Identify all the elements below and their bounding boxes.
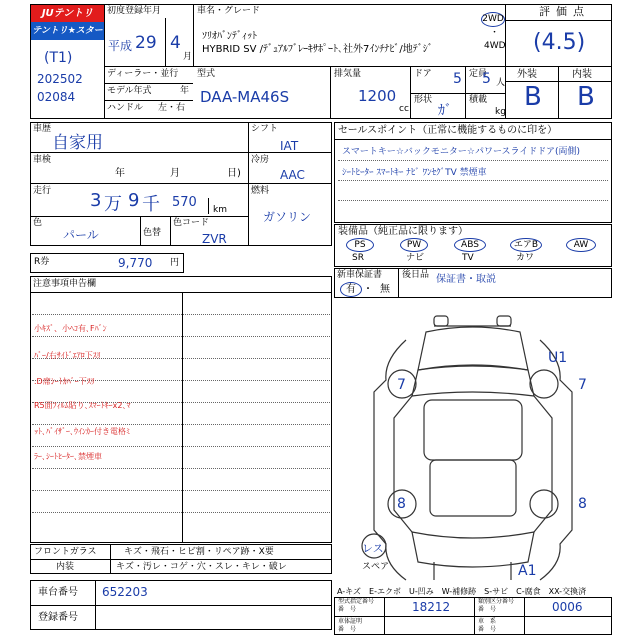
exterior-label: 外装 xyxy=(517,69,537,80)
equipment-pw: PW xyxy=(400,238,428,252)
load-unit: kg xyxy=(495,107,506,117)
interior-label: 内装 xyxy=(572,69,592,80)
sales-points-line2: ｼｰﾄﾋｰﾀｰ ｽﾏｰﾄｷｰ ﾅﾋﾞ ﾜﾝｾｸﾞTV 禁煙車 xyxy=(342,168,487,178)
fuel-value: ガソリン xyxy=(263,210,312,224)
category-value: 0006 xyxy=(552,600,583,614)
spare-label: スペア xyxy=(362,562,390,572)
evaluation-label: 評価点 xyxy=(539,5,590,18)
color-code: ZVR xyxy=(202,232,227,246)
registration-month: 4 xyxy=(170,33,181,53)
mileage-d2: 9 xyxy=(128,190,140,211)
car-name-label: 車名・グレード xyxy=(197,6,261,16)
type-designation-value: 18212 xyxy=(412,600,451,614)
note-line: .D席ｼｰﾄｶﾊﾞｰ下ｽﾘ xyxy=(34,377,95,386)
equipment-abs: ABS xyxy=(454,238,486,252)
type-designation-label: 型式指定番号 番 号 xyxy=(338,598,375,613)
mileage-unit: km xyxy=(213,205,227,215)
handle-options: 左・右 xyxy=(158,103,186,113)
interior-grade: B xyxy=(577,82,595,112)
plate-label: 登録番号 xyxy=(38,612,78,623)
service-label: 後日品 xyxy=(402,270,430,280)
displacement-label: 排気量 xyxy=(334,69,362,79)
notes-label: 注意事項申告欄 xyxy=(33,279,97,289)
equipment-navi: ナビ xyxy=(406,253,425,263)
load-label: 積載 xyxy=(469,95,488,105)
recycle-box xyxy=(30,253,184,273)
chassis-value: 652203 xyxy=(102,585,148,599)
equipment-label: 装備品（純正品に限ります） xyxy=(338,226,468,237)
fuel-label: 燃料 xyxy=(251,186,270,196)
model-value: DAA-MA46S xyxy=(200,88,290,106)
mileage-label: 走行 xyxy=(33,186,52,196)
usage-label: 車歴 xyxy=(33,124,52,134)
note-line: ﾊﾞｰ/右ｻｲﾄﾞｴｱﾛ下ｽﾘ xyxy=(34,351,101,360)
sales-points-line1: スマートキー☆バックモニター☆パワースライドドア(両側) xyxy=(342,147,580,157)
lot-code-line2: 02084 xyxy=(37,90,76,104)
usage-value: 自家用 xyxy=(52,133,103,153)
dealer-label: ディーラー・並行 xyxy=(107,69,179,79)
capacity-value: 5 xyxy=(482,71,491,87)
equipment-ps: PS xyxy=(346,238,374,252)
doors-label: ドア xyxy=(414,69,432,79)
color-label: 色 xyxy=(33,218,43,228)
damage-mark-right-front: 7 xyxy=(578,377,587,393)
warranty-yes: 有 xyxy=(340,282,362,297)
damage-mark-u1: U1 xyxy=(548,350,568,366)
note-line: R5面ﾌｨﾙﾑ貼り､ｽﾏｰﾄｷｰx2､ﾏ xyxy=(34,401,131,410)
lot-tag: (T1) xyxy=(44,50,73,66)
shift-label: シフト xyxy=(251,124,279,134)
shape-label: 形状 xyxy=(414,95,433,105)
registration-month-unit: 月 xyxy=(183,52,193,62)
damage-mark-left-rear: 8 xyxy=(397,496,406,512)
logo-bottom: テントリ★スター xyxy=(31,22,104,40)
note-line: ﾗｰ､ｼｰﾄﾋｰﾀｰ､禁煙車 xyxy=(34,452,102,461)
car-name-line1: ｿﾘｵﾊﾞﾝﾃﾞｨｯﾄ xyxy=(202,31,257,42)
registration-label: 初度登録年月 xyxy=(107,6,162,16)
category-label: 類別区分番号 番 号 xyxy=(478,598,515,613)
recycle-value: 9,770 xyxy=(118,256,153,270)
model-label: 型式 xyxy=(197,69,216,79)
capacity-unit: 人 xyxy=(496,78,506,88)
displacement-unit: cc xyxy=(399,104,409,114)
logo xyxy=(31,5,104,41)
exterior-grade: B xyxy=(524,82,542,112)
note-line: ｯﾄ､ﾊﾞｲｻﾞｰ､ｳｲﾝｶｰ付き電格ﾐ xyxy=(34,427,130,436)
color-change-label: 色替 xyxy=(143,228,162,238)
damage-legend: A-キズ E-エクボ U-凹み W-補修跡 S-サビ C-腐食 XX-交換済 xyxy=(337,587,587,596)
equipment-sr: SR xyxy=(352,253,364,263)
equipment-aw: AW xyxy=(566,238,596,252)
damage-mark-left-front: 7 xyxy=(397,377,406,393)
inspection-day-unit: 日) xyxy=(227,168,241,179)
equipment-airbag: エアB xyxy=(510,238,542,252)
warranty-sep: ・ xyxy=(363,284,373,295)
registration-era: 平成 xyxy=(108,39,133,53)
handle-label: ハンドル xyxy=(107,103,144,113)
front-glass-label: フロントガラス xyxy=(34,547,97,557)
lot-code-line1: 202502 xyxy=(37,72,83,86)
model-year-label: モデル年式 xyxy=(107,86,152,96)
capacity-label: 定員 xyxy=(469,69,488,79)
ac-label: 冷房 xyxy=(251,155,270,165)
inspection-year-unit: 年 xyxy=(115,168,125,179)
color-value: パール xyxy=(63,228,99,242)
spare-mark: レス xyxy=(362,542,384,555)
recycle-unit: 円 xyxy=(170,258,180,268)
interior-row-value: キズ・汚レ・コゲ・穴・スレ・キレ・破レ xyxy=(116,562,287,572)
mileage-d3: 570 xyxy=(172,195,197,210)
color-code-label: 色コード xyxy=(173,218,210,228)
equipment-tv: TV xyxy=(462,253,474,263)
mileage-u1: 万 xyxy=(104,194,122,215)
warranty-no: 無 xyxy=(380,284,390,295)
logo-top: JUテントリ xyxy=(31,5,104,22)
mileage-u2: 千 xyxy=(142,194,160,215)
inspection-label: 車検 xyxy=(33,155,52,165)
damage-mark-right-rear: 8 xyxy=(578,496,587,512)
inspection-month-unit: 月 xyxy=(170,168,180,179)
recycle-label: R券 xyxy=(34,257,50,267)
mileage-d1: 3 xyxy=(90,190,102,211)
interior-row-label: 内装 xyxy=(56,562,75,572)
sales-points-label: セールスポイント（正常に機能するものに印を） xyxy=(338,125,558,136)
drive-dot: ・ xyxy=(490,28,500,38)
doors-value: 5 xyxy=(453,71,462,87)
drive-2wd: 2WD xyxy=(481,12,505,27)
front-glass-value: キズ・飛石・ヒビ割・リペア跡・X要 xyxy=(124,547,274,557)
note-line: 小ｷｽﾞ、小ﾍｺ有､Fﾊﾞﾝ xyxy=(34,324,107,333)
shift-value: IAT xyxy=(280,139,299,153)
registration-year: 29 xyxy=(135,33,157,53)
ac-value: AAC xyxy=(280,168,305,182)
evaluation-score: (4.5) xyxy=(533,30,586,55)
model-year-unit: 年 xyxy=(180,86,190,96)
damage-mark-a1: A1 xyxy=(518,563,537,579)
drive-4wd: 4WD xyxy=(484,41,506,51)
lower-right-label: 車 系 番 号 xyxy=(478,618,497,633)
service-value: 保証書・取説 xyxy=(436,274,496,285)
chassis-label: 車台番号 xyxy=(38,587,78,598)
car-name-line2: HYBRID SV /ﾃﾞｭｱﾙﾌﾞﾚｰｷｻﾎﾟｰﾄ､社外7ｲﾝﾁﾅﾋﾞ/地ﾃﾞｼﾞ xyxy=(202,44,433,55)
equipment-leather: カワ xyxy=(516,253,535,263)
shape-value: ｶﾞ xyxy=(438,103,452,119)
chassis-type-label: 車体証明 番 号 xyxy=(338,618,363,633)
warranty-label: 新車保証書 xyxy=(337,270,383,280)
displacement-value: 1200 xyxy=(358,87,397,105)
